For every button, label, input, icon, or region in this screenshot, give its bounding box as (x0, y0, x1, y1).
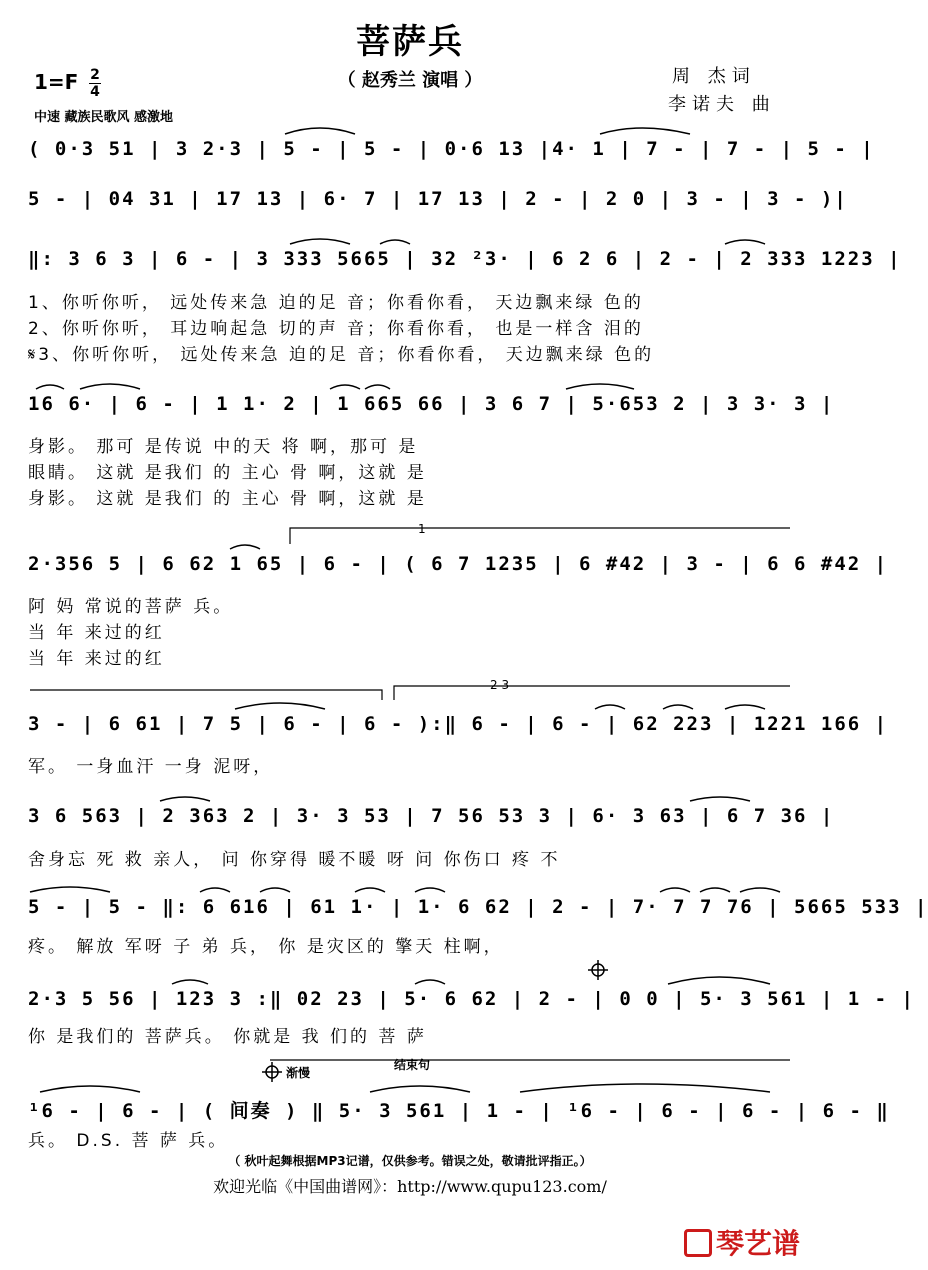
slur (30, 887, 110, 892)
lyric-line-4-2: 眼睛。 这就 是我们 的 主心 骨 啊，这就 是 (28, 463, 427, 483)
notation-line-7: 3 6 563 | 2 363 2 | 3· 3 53 | 7 56 53 3 | 6· 3 63 | 6 7 36 | (28, 805, 835, 827)
composer-credit: 李诺夫 曲 (668, 94, 776, 115)
notation-line-2: 5 - | 04 31 | 17 13 | 6· 7 | 17 13 | 2 - | 2 0 | 3 - | 3 - )| (28, 188, 848, 210)
volta-23-bracket (394, 686, 790, 700)
lyric-line-5-1: 阿 妈 常说的菩萨 兵。 (28, 597, 234, 617)
meter-bottom: 4 (90, 84, 100, 100)
slur (40, 1086, 140, 1092)
tempo-marking: 中速 藏族民歌风 感激地 (34, 110, 174, 125)
notation-line-3: ‖: 3 6 3 | 6 - | 3 333 5665 | 32 ²3· | 6 2 6 | 2 - | 2 333 1223 | (28, 248, 902, 270)
slur (668, 977, 770, 984)
notation-line-6: 3 - | 6 61 | 7 5 | 6 - | 6 - ):‖ 6 - | 6 - | 62 223 | 1221 166 | (28, 713, 889, 735)
slur (415, 980, 445, 984)
lyric-line-5-3: 当 年 来过的红 (28, 649, 165, 669)
lyric-line-10-1: 兵。 D.S. 菩 萨 兵。 (28, 1131, 229, 1151)
notation-line-10: ¹6 - | 6 - | ( 间奏 ) ‖ 5· 3 561 | 1 - | ¹6 - | 6 - | 6 - | 6 - ‖ (28, 1100, 890, 1122)
lyric-line-7-1: 舍身忘 死 救 亲人， 问 你穿得 暖不暖 呀 问 你伤口 疼 不 (28, 850, 561, 870)
slur (520, 1084, 770, 1092)
slur (663, 705, 693, 709)
transcription-note: （ 秋叶起舞根据MP3记谱，仅供参考。错误之处，敬请批评指正。） (228, 1154, 592, 1168)
slur (370, 1086, 470, 1092)
time-signature (88, 68, 102, 99)
meter-top: 2 (90, 67, 100, 83)
song-title: 菩萨兵 (356, 22, 464, 62)
brand-logo (684, 1222, 800, 1262)
key-signature: 1=F (34, 70, 79, 94)
slur (600, 128, 690, 134)
ritardando-mark: 渐慢 (286, 1066, 311, 1080)
volta-1-label: 1 (418, 522, 426, 536)
brand-mark-icon (684, 1229, 712, 1257)
lyric-line-4-3: 身影。 这就 是我们 的 主心 骨 啊，这就 是 (28, 489, 427, 509)
slur (36, 385, 64, 389)
slur (415, 888, 445, 892)
slur (690, 797, 750, 801)
notation-line-4: 16 6· | 6 - | 1 1· 2 | 1 665 66 | 3 6 7 | 5·653 2 | 3 3· 3 | (28, 393, 835, 415)
slur (700, 888, 730, 892)
slur (380, 240, 410, 244)
brand-name: 琴艺谱 (715, 1227, 800, 1260)
slur (172, 980, 208, 984)
volta-1-end (30, 690, 382, 700)
slur (330, 385, 360, 389)
lyricist-credit: 周 杰词 (672, 66, 756, 87)
lyric-line-8-1: 疼。 解放 军呀 子 弟 兵， 你 是灾区的 擎天 柱啊， (28, 937, 504, 957)
coda-icon (588, 960, 608, 980)
slur (725, 240, 765, 244)
slur (285, 128, 355, 134)
ending-label: 结束句 (394, 1058, 431, 1072)
notation-line-5: 2·356 5 | 6 62 1 65 | 6 - | ( 6 7 1235 | 6 #42 | 3 - | 6 6 #42 | (28, 553, 889, 575)
slur (290, 239, 350, 244)
lyric-line-3-3: 𝄋3、你听你听， 远处传来急 迫的足 音；你看你看， 天边飘来绿 色的 (28, 345, 655, 365)
volta-1-bracket (290, 528, 790, 544)
lyric-line-3-1: 1、你听你听， 远处传来急 迫的足 音；你看你看， 天边飘来绿 色的 (28, 293, 644, 313)
slur (595, 705, 625, 709)
notation-line-1: ( 0·3 51 | 3 2·3 | 5 - | 5 - | 0·6 13 |4· 1 | 7 - | 7 - | 5 - | (28, 138, 875, 160)
slur (365, 385, 390, 389)
slur (355, 888, 385, 892)
performer-line: （ 赵秀兰 演唱 ） (337, 70, 483, 91)
slur (260, 888, 290, 892)
lyric-line-9-1: 你 是我们的 菩萨兵。 你就是 我 们的 菩 萨 (28, 1027, 427, 1047)
slur (660, 888, 690, 892)
volta-23-label: 2 3 (490, 678, 510, 692)
site-welcome: 欢迎光临《中国曲谱网》：http://www.qupu123.com/ (213, 1177, 607, 1196)
lyric-line-3-2: 2、你听你听， 耳边响起急 切的声 音；你看你看， 也是一样含 泪的 (28, 319, 644, 339)
notation-line-9: 2·3 5 56 | 123 3 :‖ 02 23 | 5· 6 62 | 2 - | 0 0 | 5· 3 561 | 1 - | (28, 988, 915, 1010)
slur (725, 705, 765, 709)
slur (200, 888, 230, 892)
slur (80, 384, 140, 389)
lyric-line-4-1: 身影。 那可 是传说 中的天 将 啊，那可 是 (28, 437, 419, 457)
slur (235, 703, 325, 709)
slur (740, 888, 780, 892)
lyric-line-5-2: 当 年 来过的红 (28, 623, 165, 643)
notation-line-8: 5 - | 5 - ‖: 6 616 | 61 1· | 1· 6 62 | 2 - | 7· 7 7 76 | 5665 533 | (28, 896, 928, 918)
slur (566, 384, 634, 389)
slur (230, 545, 260, 549)
coda-icon-ending (262, 1062, 282, 1082)
lyric-line-6-1: 军。 一身血汗 一身 泥呀， (28, 757, 274, 777)
slur (160, 797, 210, 801)
